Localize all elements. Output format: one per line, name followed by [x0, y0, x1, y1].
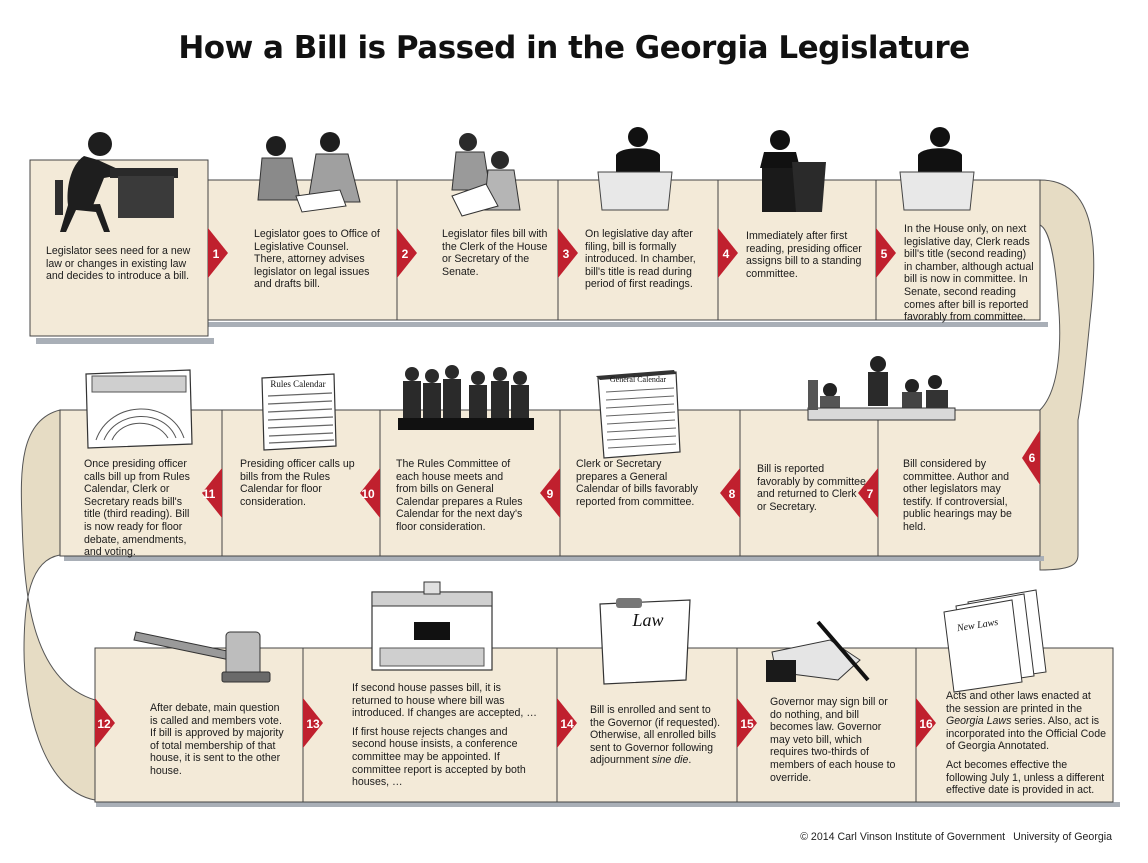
law-label: Law [632, 610, 664, 630]
step-16-text [946, 690, 1106, 797]
step-number: 8 [728, 487, 736, 501]
step-0-text [46, 245, 196, 283]
step-5-text [904, 223, 1034, 324]
step-3-text [585, 228, 709, 291]
step-description [946, 690, 1106, 753]
new-laws-label: New Laws [956, 616, 999, 635]
step-9-text [396, 458, 526, 534]
rules-committee-illustration [398, 365, 534, 430]
step-description: Clerk or Secretary prepares a General Calendar of bills favorably reported from committee. [576, 458, 698, 508]
step-description: On legislative day after filing, bill is formally introduced. In chamber, bill's title is read during period of first readings. [585, 228, 696, 291]
step-text-end: series. Also, act is incorporated into the Official Code of Georgia Annotated. [946, 715, 1106, 753]
university-text: University of Georgia [1013, 831, 1112, 843]
capitol-chamber-illustration [372, 582, 492, 670]
step-15-text [770, 696, 902, 784]
step-description: If second house passes bill, it is returned to house where bill was introduced. If changes are accepted, … [352, 682, 537, 720]
step-8-text [576, 458, 706, 508]
step-text-end: . [688, 754, 692, 767]
law-scroll-illustration [600, 598, 690, 684]
general-calendar-illustration [596, 370, 680, 458]
chamber-illustration [86, 370, 192, 448]
step-11-text [84, 458, 196, 559]
step-number: 11 [202, 487, 216, 501]
step-description: Bill is reported favorably by committee and returned to Clerk or Secretary. [757, 463, 866, 513]
step-description-continued: Act becomes effective the following July 1, unless a different effective date is provided in act. [946, 758, 1105, 797]
clerk-podium-illustration [900, 127, 974, 210]
rules-calendar-label: Rules Calendar [270, 379, 326, 389]
step-number: 9 [546, 487, 554, 501]
step-description: After debate, main question is called and members vote. If bill is approved by majority of total membership of that house, it is sent to the other house. [150, 702, 284, 777]
step-text-italic: sine die [651, 754, 689, 767]
step-number: 13 [306, 717, 320, 731]
step-text: Bill is enrolled and sent to the Governor (if requested). Otherwise, all enrolled bills sent to Governor following adjournment [590, 704, 721, 767]
step-4-text [746, 230, 868, 280]
committee-hearing-illustration [808, 356, 955, 420]
step-number: 7 [866, 487, 874, 501]
filing-clerk-illustration [452, 133, 520, 216]
step-13-text [352, 682, 538, 789]
step-7-text [757, 463, 867, 513]
step-description: Legislator files bill with the Clerk of the House or Secretary of the Senate. [442, 228, 548, 278]
step-1-text [254, 228, 382, 291]
step-description-continued: If first house rejects changes and second house insists, a conference committee may be appointed. If committee report is accepted by both houses, … [352, 725, 526, 789]
step-6-text [903, 458, 1021, 534]
podium-speaker-illustration [598, 127, 672, 210]
step-number: 14 [560, 717, 574, 731]
step-2-text [442, 228, 552, 278]
step-10-text [240, 458, 360, 508]
footer [800, 831, 1112, 843]
step-text: Acts and other laws enacted at the session are printed in the [946, 690, 1091, 715]
step-description: Once presiding officer calls bill up from Rules Calendar, Clerk or Secretary reads bill's title (third reading). Bill is now ready for floor debate, amendments, and voting. [84, 458, 190, 559]
step-description: In the House only, on next legislative day, Clerk reads bill's title (second reading) in chamber, although actual bill is now in committee. In Senate, second reading comes after bill is reported favorably from committee. [904, 223, 1034, 324]
step-12-text [150, 702, 290, 778]
step-text-italic: Georgia Laws [946, 715, 1012, 728]
copyright-text: © 2014 Carl Vinson Institute of Government [800, 831, 1006, 843]
step-description: Immediately after first reading, presiding officer assigns bill to a standing committee. [746, 230, 862, 280]
step-number: 12 [97, 717, 111, 731]
step-number: 16 [919, 717, 933, 731]
step-description: Presiding officer calls up bills from the Rules Calendar for floor consideration. [240, 458, 355, 508]
step-14-text [590, 704, 724, 767]
step-number: 10 [361, 487, 375, 501]
step-description: Legislator goes to Office of Legislative Counsel. There, attorney advises legislator on legal issues and drafts bill. [254, 228, 380, 291]
step-number: 2 [401, 247, 409, 261]
page-title: How a Bill is Passed in the Georgia Legislature [178, 30, 970, 66]
step-number: 4 [722, 247, 730, 261]
step-description: Legislator sees need for a new law or changes in existing law and decides to introduce a bill. [46, 245, 191, 283]
step-number: 5 [880, 247, 888, 261]
rules-calendar-illustration [262, 374, 336, 450]
presiding-officer-illustration [760, 130, 826, 212]
step-number: 15 [740, 717, 754, 731]
step-number: 1 [212, 247, 220, 261]
counsel-meeting-illustration [258, 132, 360, 212]
step-description [590, 704, 724, 767]
step-description: Governor may sign bill or do nothing, and bill becomes law. Governor may veto bill, which requires two-thirds of members of each house to override. [770, 696, 896, 784]
step-number: 6 [1028, 451, 1036, 465]
general-calendar-label: General Calendar [609, 375, 667, 384]
step-description: The Rules Committee of each house meets and from bills on General Calendar prepares a Rules Calendar for the next day's floor consideration. [396, 458, 523, 533]
new-laws-illustration [944, 590, 1046, 692]
step-number: 3 [562, 247, 570, 261]
step-description: Bill considered by committee. Author and other legislators may testify. If controversial, public hearings may be held. [903, 458, 1012, 533]
